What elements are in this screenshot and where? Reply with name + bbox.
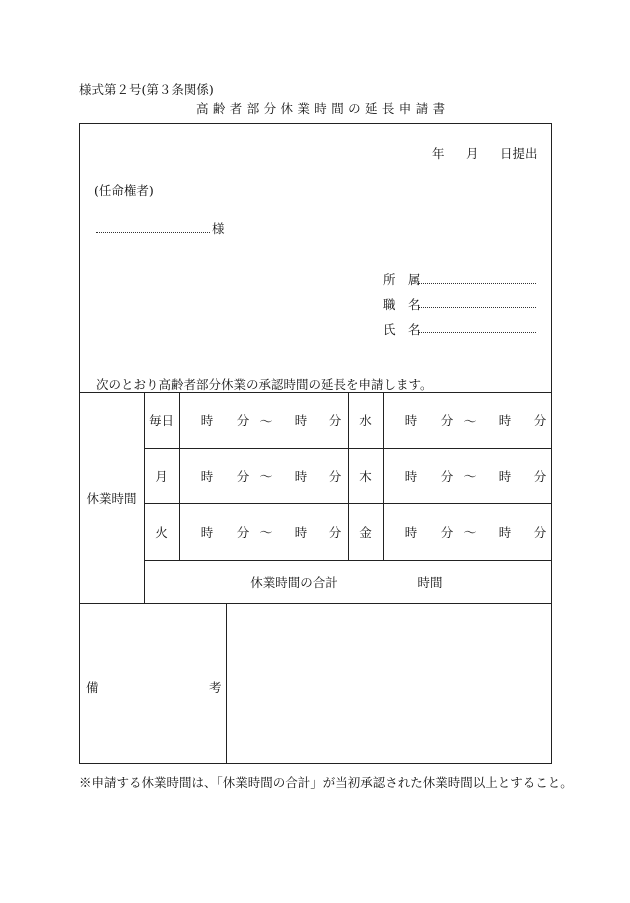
- end-hour-unit: 時: [294, 468, 308, 484]
- start-minute-unit: 分: [236, 468, 250, 484]
- date-year-label: 年: [432, 146, 445, 161]
- end-hour-unit: 時: [498, 413, 512, 428]
- start-minute-unit: 分: [440, 468, 454, 484]
- position-label: 職 名: [383, 297, 421, 312]
- start-hour-unit: 時: [404, 524, 418, 540]
- date-month-label: 月: [466, 146, 479, 161]
- appointer-name-line[interactable]: [96, 232, 210, 233]
- end-hour-unit: 時: [294, 413, 308, 428]
- honorific-label: 様: [212, 221, 225, 236]
- start-minute-unit: 分: [236, 413, 250, 428]
- day-label-thursday: 木: [359, 468, 372, 484]
- notes-label-char-2: 考: [209, 680, 222, 695]
- day-col-divider-1: [179, 392, 180, 560]
- notes-field[interactable]: [227, 604, 551, 763]
- day-label-monday: 月: [155, 468, 168, 484]
- start-hour-unit: 時: [404, 413, 418, 428]
- day-col-divider-2: [383, 392, 384, 560]
- end-hour-unit: 時: [498, 524, 512, 540]
- end-hour-unit: 時: [498, 468, 512, 484]
- start-minute-unit: 分: [440, 524, 454, 540]
- affiliation-line[interactable]: [418, 283, 536, 284]
- appointer-label: (任命権者): [94, 183, 154, 198]
- name-line[interactable]: [418, 332, 536, 333]
- day-label-tuesday: 火: [155, 524, 168, 540]
- form-number: 様式第２号(第３条関係): [79, 82, 214, 97]
- day-label-daily: 毎日: [148, 413, 174, 428]
- range-tilde: ～: [463, 526, 477, 541]
- start-hour-unit: 時: [404, 468, 418, 484]
- range-tilde: ～: [463, 470, 477, 485]
- position-line[interactable]: [418, 307, 536, 308]
- end-minute-unit: 分: [328, 468, 342, 484]
- total-unit: 時間: [417, 574, 443, 590]
- date-day-label: 日提出: [500, 146, 538, 161]
- total-label: 休業時間の合計: [250, 574, 338, 590]
- range-tilde: ～: [259, 414, 273, 430]
- start-minute-unit: 分: [440, 413, 454, 428]
- statement-text: 次のとおり高齢者部分休業の承認時間の延長を申請します。: [96, 377, 433, 392]
- name-label: 氏 名: [383, 322, 421, 337]
- end-minute-unit: 分: [328, 524, 342, 540]
- start-minute-unit: 分: [236, 524, 250, 540]
- rest-time-label: 休業時間: [86, 490, 137, 506]
- range-tilde: ～: [259, 470, 273, 485]
- end-minute-unit: 分: [533, 468, 547, 484]
- form-title: 高齢者部分休業時間の延長申請書: [196, 101, 450, 116]
- row-divider-3: [144, 560, 552, 561]
- end-hour-unit: 時: [294, 524, 308, 540]
- range-tilde: ～: [463, 414, 477, 430]
- day-label-friday: 金: [359, 524, 372, 540]
- end-minute-unit: 分: [328, 413, 342, 428]
- start-hour-unit: 時: [200, 468, 214, 484]
- range-tilde: ～: [259, 526, 273, 541]
- start-hour-unit: 時: [200, 524, 214, 540]
- end-minute-unit: 分: [533, 524, 547, 540]
- end-minute-unit: 分: [533, 413, 547, 428]
- footnote: ※申請する休業時間は、「休業時間の合計」が当初承認された休業時間以上とすること。: [79, 775, 573, 790]
- start-hour-unit: 時: [200, 413, 214, 428]
- notes-label-char-1: 備: [86, 680, 99, 695]
- day-label-wednesday: 水: [359, 413, 372, 428]
- affiliation-label: 所 属: [383, 272, 421, 287]
